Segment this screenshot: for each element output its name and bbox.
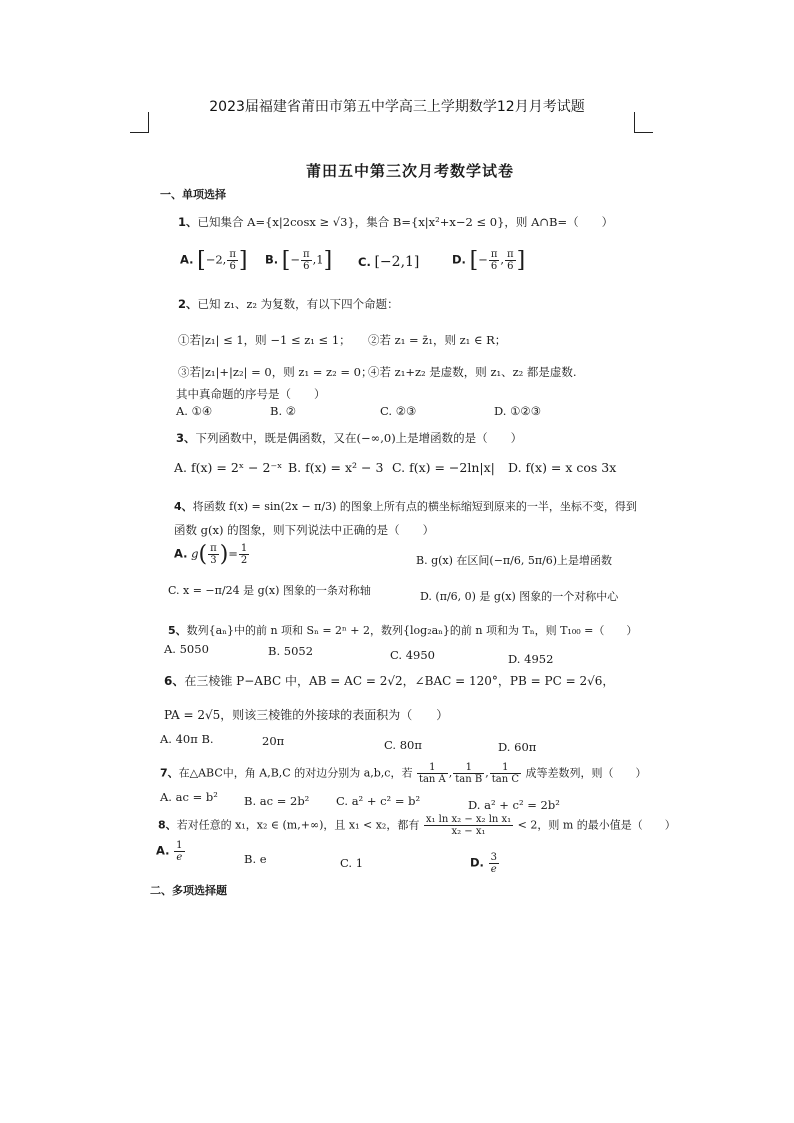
q2-ask: 其中真命题的序号是（ ） xyxy=(176,387,326,401)
q2-option-b: B. ② xyxy=(270,404,297,418)
q1-option-a: A. [−2, $\frac{\pi}{6}$ ] xyxy=(180,248,248,273)
q7-option-d: D. a² + c² = 2b² xyxy=(468,798,560,812)
q5-option-d: D. 4952 xyxy=(508,652,554,666)
q5-option-b: B. 5052 xyxy=(268,644,314,658)
q7-option-c: C. a² + c² = b² xyxy=(336,794,421,808)
q5-option-c: C. 4950 xyxy=(390,648,435,662)
q4-stem-cont: 函数 g(x) 的图象，则下列说法中正确的是（ ） xyxy=(174,523,435,537)
exam-title: 莆田五中第三次月考数学试卷 xyxy=(305,162,514,180)
q6-option-b: 20π xyxy=(262,734,285,748)
question-6: 6、在三棱锥 P−ABC 中，AB = AC = 2√2，∠BAC = 120°，PB = PC = 2√6， xyxy=(164,674,615,688)
section-single-choice: 一、单项选择 xyxy=(160,188,226,201)
question-4: 4、将函数 f(x) = sin(2x − π/3) 的图象上所有点的横坐标缩短到原来的一半，坐标不变，得到 xyxy=(174,500,637,513)
q4-option-c: C. x = −π/24 是 g(x) 图象的一条对称轴 xyxy=(168,584,371,597)
q3-option-a: A. f(x) = 2ˣ − 2⁻ˣ xyxy=(174,460,283,475)
question-2: 2、已知 z₁、z₂ 为复数，有以下四个命题： xyxy=(178,297,399,311)
question-stem: 已知集合 A={x|2cosx ≥ √3}，集合 B={x|x²+x−2 ≤ 0}，则 A∩B=（ ） xyxy=(197,215,614,229)
q3-option-b: B. f(x) = x² − 3 xyxy=(288,460,384,475)
question-3: 3、下列函数中，既是偶函数，又在(−∞,0)上是增函数的是（ ） xyxy=(176,431,523,445)
q4-option-a: A. g( $\frac{\pi}{3}$ )= $\frac{1}{2}$ xyxy=(174,542,248,567)
q8-option-b: B. e xyxy=(244,852,267,866)
q4-option-b: B. g(x) 在区间(−π/6, 5π/6)上是增函数 xyxy=(416,554,613,567)
q2-proposition-4: ④若 z₁+z₂ 是虚数，则 z₁、z₂ 都是虚数. xyxy=(368,365,577,379)
q1-option-c: C. [−2,1] xyxy=(358,254,420,270)
question-1 xyxy=(178,214,613,230)
q1-option-d: D. [− $\frac{\pi}{6}$ , $\frac{\pi}{6}$ ] xyxy=(452,248,526,273)
q3-option-d: D. f(x) = x cos 3x xyxy=(508,460,617,475)
q4-option-d: D. (π/6, 0) 是 g(x) 图象的一个对称中心 xyxy=(420,590,619,603)
crop-mark-left xyxy=(130,112,149,133)
q2-proposition-1: ①若|z₁| ≤ 1，则 −1 ≤ z₁ ≤ 1； xyxy=(178,333,351,347)
q7-option-b: B. ac = 2b² xyxy=(244,794,310,808)
q2-option-a: A. ①④ xyxy=(176,404,213,418)
q8-option-a: A. $\frac{1}{e}$ xyxy=(156,840,183,863)
q7-option-a: A. ac = b² xyxy=(160,790,218,804)
q3-option-c: C. f(x) = −2ln|x| xyxy=(392,460,495,475)
q6-option-d: D. 60π xyxy=(498,740,537,754)
q8-option-d: D. $\frac{3}{e}$ xyxy=(470,852,497,875)
q6-stem-cont: PA = 2√5，则该三棱锥的外接球的表面积为（ ） xyxy=(164,708,449,722)
q2-option-d: D. ①②③ xyxy=(494,404,542,418)
q8-option-c: C. 1 xyxy=(340,856,364,870)
q2-option-c: C. ②③ xyxy=(380,404,417,418)
q6-option-c: C. 80π xyxy=(384,738,422,752)
crop-mark-right xyxy=(634,112,653,133)
q5-option-a: A. 5050 xyxy=(164,642,209,656)
q2-proposition-3: ③若|z₁|+|z₂| = 0，则 z₁ = z₂ = 0； xyxy=(178,365,373,379)
q2-proposition-2: ②若 z₁ = z̄₁，则 z₁ ∈ R； xyxy=(368,333,507,347)
page-header: 2023届福建省莆田市第五中学高三上学期数学12月月考试题 xyxy=(209,99,585,115)
q1-option-b: B. [− $\frac{\pi}{6}$ ,1] xyxy=(265,248,333,273)
question-number: 1、 xyxy=(178,215,198,229)
question-5: 5、数列{aₙ}中的前 n 项和 Sₙ = 2ⁿ + 2，数列{log₂aₙ}的前 n 项和为 Tₙ，则 T₁₀₀ =（ ） xyxy=(168,624,638,637)
section-multiple-choice: 二、多项选择题 xyxy=(150,884,227,897)
q6-option-a: A. 40π B. xyxy=(160,732,214,746)
question-8: 8、若对任意的 x₁，x₂ ∈ (m,+∞)，且 x₁ < x₂，都有 $\frac{\text{x₁ ln x₂ − x₂ ln x₁}}{\text{x₂ − x₁}}$ < 2，则 m 的最小值是（ ） xyxy=(158,814,676,837)
question-7: 7、在△ABC中，角 A,B,C 的对边分别为 a,b,c，若 $\frac{1}{\text{tan A}}$ , $\frac{1}{\text{tan B}}$ , $\frac{1}{\text{tan C}}$ 成等差数列，则（ ） xyxy=(160,762,647,785)
